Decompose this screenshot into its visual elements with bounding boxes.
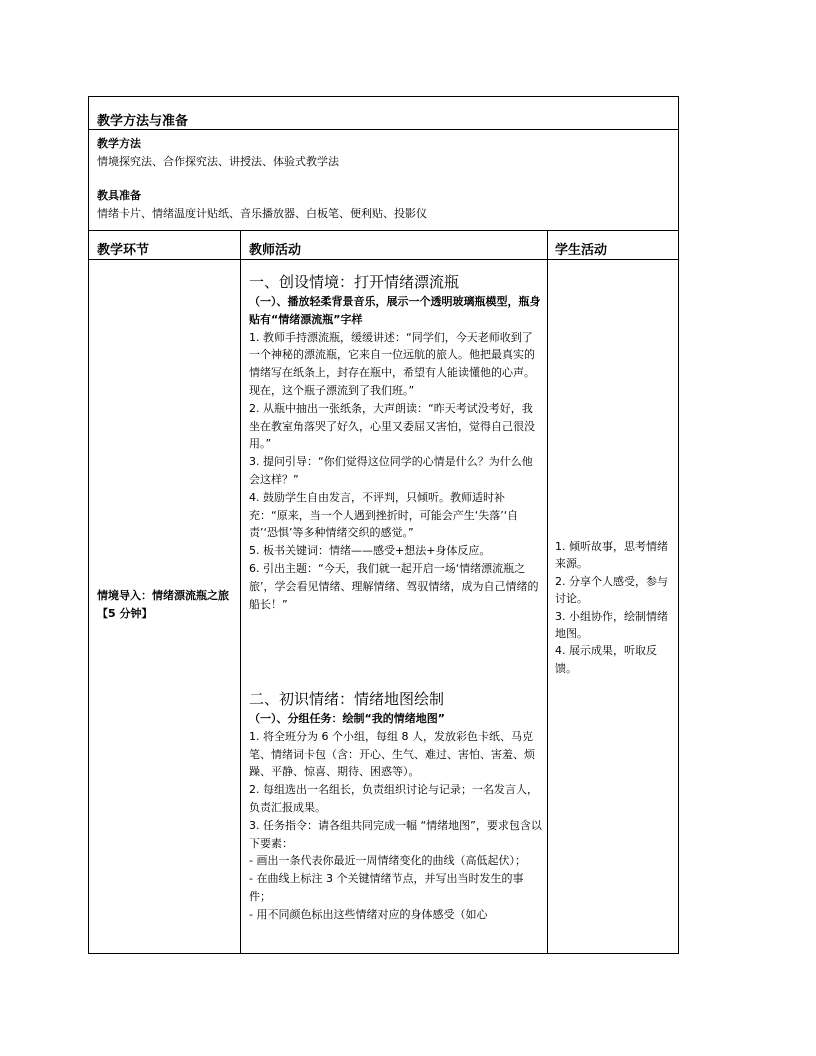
part1-heading: 一、创设情境：打开情绪漂流瓶 [249,273,460,291]
lesson-table [88,230,679,954]
part2-item: - 在曲线上标注 3 个关键情绪节点，并写出当时发生的事件； [249,872,524,903]
part1-subheading: （一）、播放轻柔背景音乐，展示一个透明玻璃瓶模型，瓶身贴有“情绪漂流瓶”字样 [249,295,541,326]
part2-item: - 画出一条代表你最近一周情绪变化的曲线（高低起伏）； [249,854,526,868]
column-divider [547,231,548,953]
part2-heading: 二、初识情绪：情绪地图绘制 [249,690,445,708]
part2-item: - 用不同颜色标出这些情绪对应的身体感受（如心 [249,907,488,921]
part2-item: 3. 任务指令：请各组共同完成一幅 “情绪地图”，要求包含以下要素： [249,818,542,850]
column-divider [240,231,241,953]
part2-subheading: （一）、分组任务：绘制“我的情绪地图” [249,712,445,725]
section-title: 教学方法与准备 [97,114,189,129]
preparation-block [88,129,679,231]
student-item: 4. 展示成果，听取反馈。 [555,644,657,675]
header-stage: 教学环节 [97,243,150,258]
part1-item: 6. 引出主题：“今天，我们就一起开启一场‘情绪漂流瓶之旅’，学会看见情绪、理解情绪、驾驭情绪，成为自己情绪的船长！” [249,561,539,611]
tools-text: 情绪卡片、情绪温度计贴纸、音乐播放器、白板笔、便利贴、投影仪 [97,207,427,220]
header-teacher: 教师活动 [249,243,302,258]
methods-text: 情境探究法、合作探究法、讲授法、体验式教学法 [97,155,339,168]
part1-item: 2. 从瓶中抽出一张纸条，大声朗读：“昨天考试没考好，我坐在教室角落哭了好久，心里又委屈又害怕，觉得自己很没用。” [249,401,535,451]
teacher-part2 [249,688,543,924]
student-item: 3. 小组协作，绘制情绪地图。 [555,609,668,641]
part1-item: 1. 教师手持漂流瓶，缓缓讲述：“同学们，今天老师收到了一个神秘的漂流瓶，它来自一位远航的旅人。他把最真实的情绪写在纸条上，封存在瓶中，希望有人能读懂他的心声。现在，这个瓶子漂流到了我们班。” [249,330,535,397]
part1-item: 4. 鼓励学生自由发言，不评判，只倾听。教师适时补充：“原来，当一个人遇到挫折时，可能会产生‘失落’‘自责’‘恐惧’等多种情绪交织的感觉。” [249,490,519,540]
stage-cell: 情境导入：情绪漂流瓶之旅【5 分钟】 [97,589,229,620]
header-student: 学生活动 [555,243,608,258]
tools-label: 教具准备 [97,189,141,202]
student-item: 2. 分享个人感受，参与讨论。 [555,574,668,606]
student-item: 1. 倾听故事，思考情绪来源。 [555,540,668,571]
part1-item: 3. 提问引导：“你们觉得这位同学的心情是什么？为什么他会这样？” [249,455,533,486]
student-activities [555,538,673,677]
methods-label: 教学方法 [97,137,141,150]
teacher-part1 [249,271,543,613]
part1-item: 5. 板书关键词：情绪——感受+想法+身体反应。 [249,544,491,558]
section-header [88,96,679,130]
part2-item: 1. 将全班分为 6 个小组，每组 8 人，发放彩色卡纸、马克笔、情绪词卡包（含：开心、生气、难过、害怕、害羞、烦躁、平静、惊喜、期待、困惑等）。 [249,729,535,779]
header-divider [89,259,678,260]
part2-item: 2. 每组选出一名组长，负责组织讨论与记录；一名发言人，负责汇报成果。 [249,783,538,814]
